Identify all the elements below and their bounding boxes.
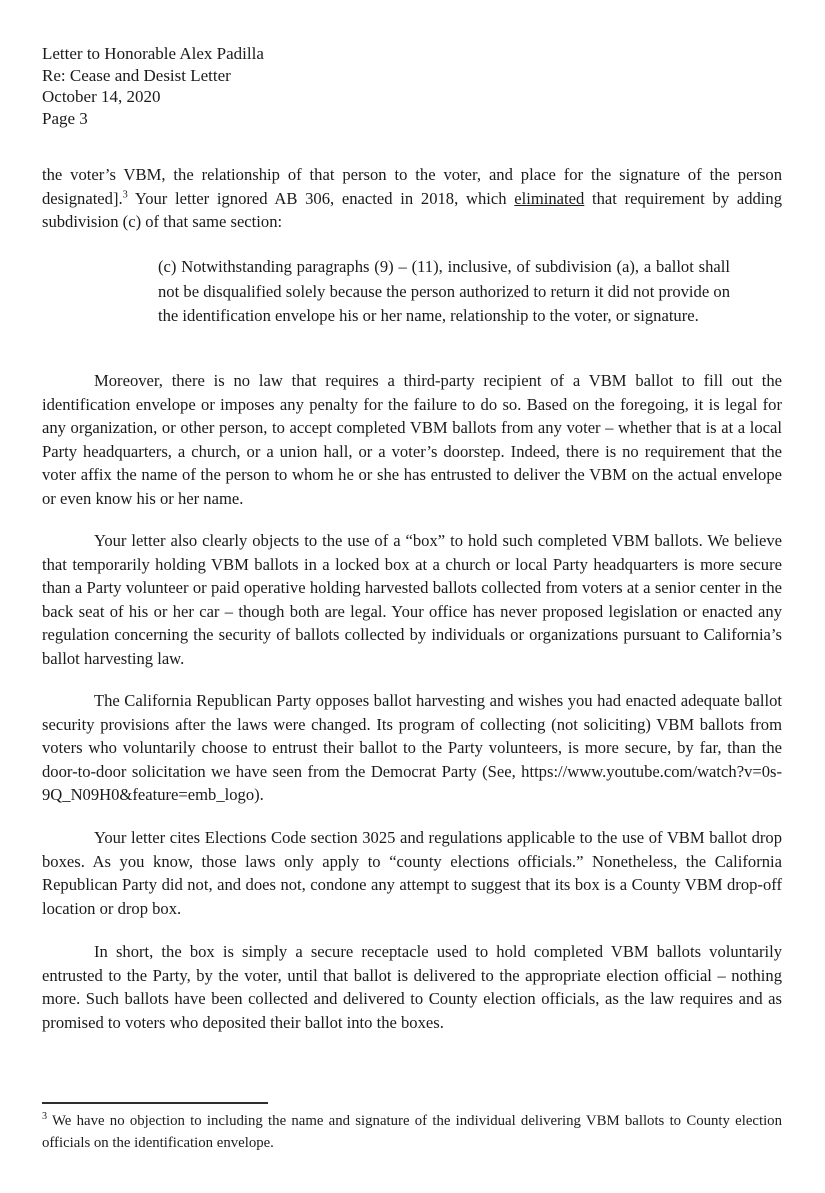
footnote-separator-line — [42, 1102, 268, 1104]
paragraph-party-position: The California Republican Party opposes ballot harvesting and wishes you had enacted adequate ballot security provisions after the laws were changed. Its program of collecting (not soliciting) VBM ballots from voters who voluntarily choose to entrust their ballot to the Party volunteers, is more secure, by far, than the door-to-door solicitation we have seen from the Democrat Party (See, https://www.youtube.com/watch?v=0s-9Q_N09H0&feature=emb_logo). — [42, 691, 782, 804]
footnote-text: We have no objection to including the name and signature of the individual delivering VBM ballots to County election officials on the identification envelope. — [42, 1113, 782, 1151]
header-recipient-line: Letter to Honorable Alex Padilla — [42, 44, 264, 63]
paragraph-moreover: Moreover, there is no law that requires a third-party recipient of a VBM ballot to fill out the identification envelope or imposes any penalty for the failure to do so. Based on the foregoing, it is legal for any organization, or other person, to accept completed VBM ballots from any voter – whether that is at a local Party headquarters, a church, or a union hall, or a voter’s doorstep. Indeed, there is no requirement that the voter affix the name of the person to whom he or she has entrusted to deliver the VBM on the actual envelope or even know his or her name. — [42, 371, 782, 508]
header-date-line: October 14, 2020 — [42, 87, 161, 106]
paragraph-elections-code: Your letter cites Elections Code section 3025 and regulations applicable to the use of VBM ballot drop boxes. As you know, those laws only apply to “county elections officials.” Nonetheless, the California Republican Party did not, and does not, condone any attempt to suggest that its box is a County VBM drop-off location or drop box. — [42, 828, 782, 918]
header-page-number: Page 3 — [42, 108, 88, 128]
p1-text-after-ref: Your letter ignored AB 306, enacted in 2018, which — [127, 188, 515, 208]
p1-text-before-ref: the voter’s VBM, the relationship of that person to the voter, and place for the signature of the person designated]. — [42, 165, 782, 208]
p1-underlined-word: eliminated — [514, 188, 585, 208]
statute-blockquote: (c) Notwithstanding paragraphs (9) – (11), inclusive, of subdivision (a), a ballot shall not be disqualified solely because the person authorized to return it did not provide on the identification envelope his or her name, relationship to the voter, or signature. — [158, 257, 730, 325]
paragraph-box-objection: Your letter also clearly objects to the use of a “box” to hold such completed VBM ballots. We believe that temporarily holding VBM ballots in a locked box at a church or local Party headquarters is more secure than a Party volunteer or paid operative holding harvested ballots collected from voters at a senior center in the back seat of his or her car – though both are legal. Your office has never proposed legislation or enacted any regulation concerning the security of ballots collected by individuals or organizations pursuant to California’s ballot harvesting law. — [42, 531, 782, 668]
header-subject-line: Re: Cease and Desist Letter — [42, 65, 231, 85]
paragraph-in-short: In short, the box is simply a secure receptacle used to hold completed VBM ballots voluntarily entrusted to the Party, by the voter, until that ballot is delivered to the appropriate election official – nothing more. Such ballots have been collected and delivered to County election officials, as the law requires and as promised to voters who deposited their ballot into the boxes. — [42, 942, 782, 1032]
footnote-marker: 3 — [42, 1111, 48, 1123]
p1-text-end: that requirement by adding subdivision (c) of that same section: — [42, 188, 782, 231]
letter-header — [42, 43, 264, 129]
footnote — [42, 1111, 782, 1154]
footnote-reference-marker: 3 — [122, 188, 128, 200]
paragraph-continuation — [42, 163, 782, 234]
